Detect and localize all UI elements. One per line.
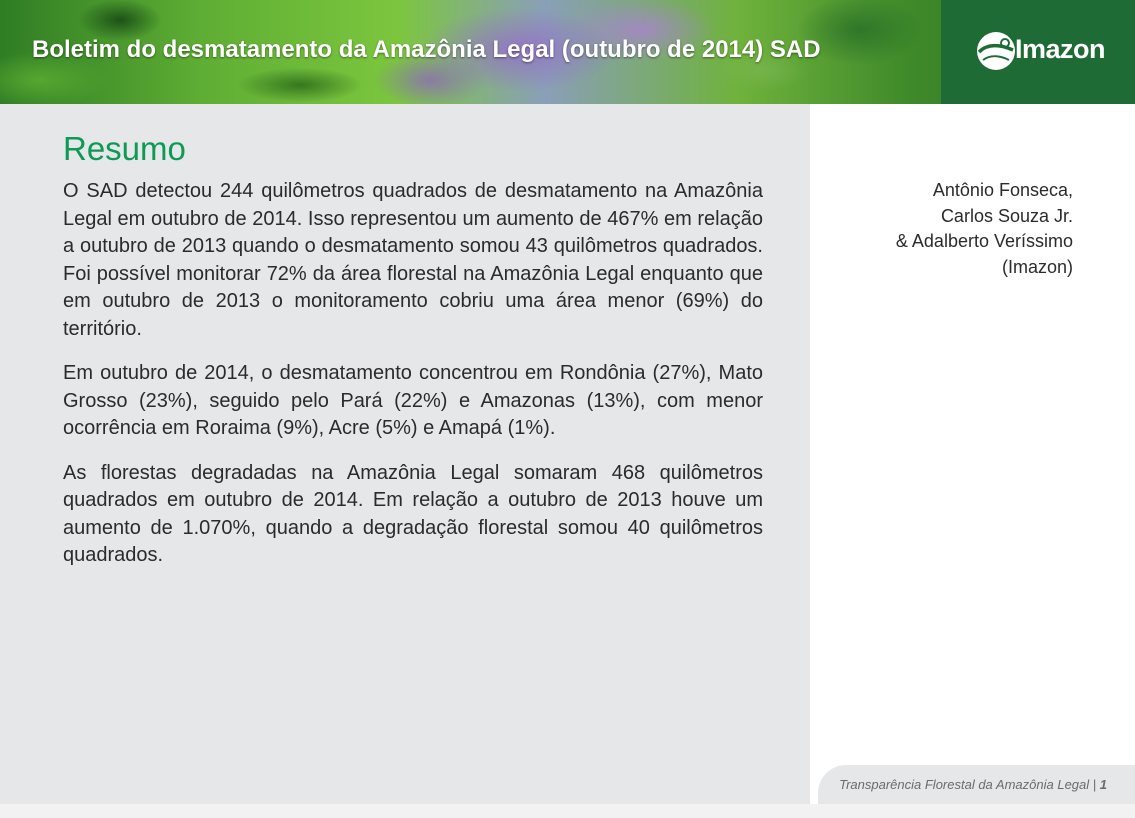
logo-text: Imazon	[1015, 34, 1106, 64]
header-banner	[0, 0, 1135, 104]
author-line: Antônio Fonseca,	[932, 180, 1073, 200]
footer-publication: Transparência Florestal da Amazônia Legal |	[839, 777, 1097, 792]
summary-paragraph-3: As florestas degradadas na Amazônia Legal somaram 468 quilômetros quadrados em outubro de 2014. Em relação a outubro de 2013 houve um aumento de 1.070%, quando a degradação florestal somou 40 quilômetros quadrados.	[63, 461, 763, 566]
imazon-logo-icon	[975, 30, 1017, 72]
summary-body	[63, 178, 763, 587]
section-title: Resumo	[63, 130, 186, 167]
author-line: Carlos Souza Jr.	[940, 205, 1073, 226]
page-number: 1	[1099, 777, 1107, 792]
author-line: & Adalberto Veríssimo	[895, 231, 1073, 251]
authors-panel	[810, 104, 1135, 804]
summary-panel	[0, 104, 810, 804]
imazon-logo[interactable]	[941, 0, 1135, 104]
summary-paragraph-2: Em outubro de 2014, o desmatamento concentrou em Rondônia (27%), Mato Grosso (23%), seguido pelo Pará (22%) e Amazonas (13%), com menor ocorrência em Roraima (9%), Acre (5%) e Amapá (1%).	[63, 362, 763, 439]
bottom-strip	[0, 804, 1135, 818]
summary-paragraph-1: O SAD detectou 244 quilômetros quadrados de desmatamento na Amazônia Legal em outubro de 2014. Isso representou um aumento de 467% em relação a outubro de 2013 quando o desmatamento somou 43 quilômetros quadrados. Foi possível monitorar 72% da área florestal na Amazônia Legal enquanto que em outubro de 2013 o monitoramento cobriu uma área menor (69%) do território.	[63, 180, 763, 340]
authors-list	[896, 178, 1073, 280]
bulletin-title: Boletim do desmatamento da Amazônia Legal (outubro de 2014) SAD	[32, 36, 821, 63]
footer-text	[839, 777, 1107, 792]
page-footer	[818, 765, 1135, 805]
author-affiliation: (Imazon)	[1001, 256, 1073, 277]
